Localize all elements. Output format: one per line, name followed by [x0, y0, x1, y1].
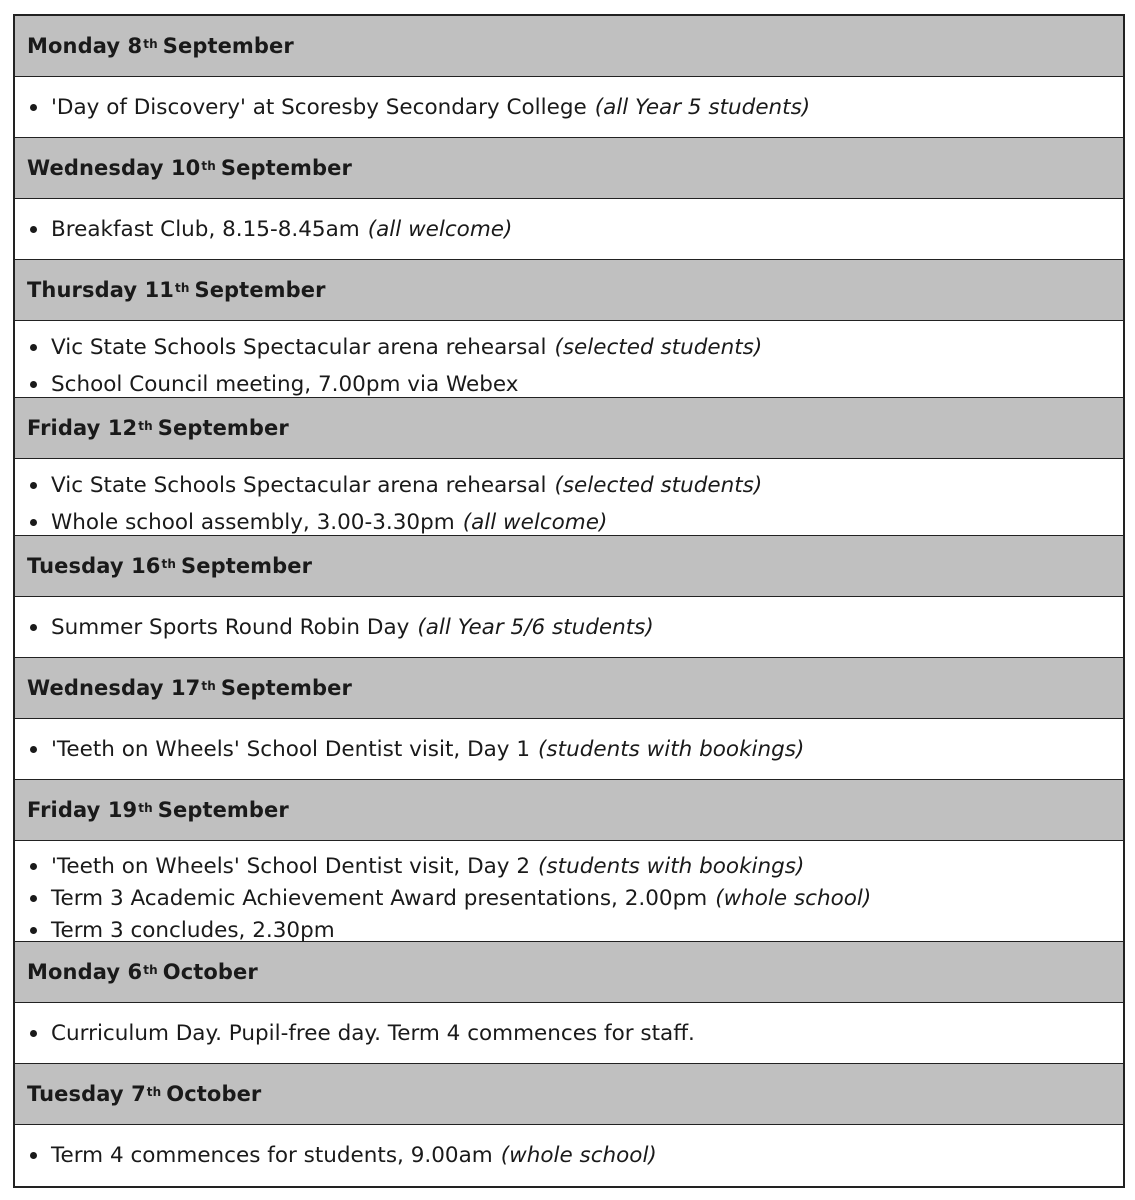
day-header: Friday 19 $^{th}$ September: [15, 780, 1123, 841]
day-header: Tuesday 16 $^{th}$ September: [15, 536, 1123, 597]
day-month: September: [157, 416, 289, 440]
day-weekday: Wednesday: [27, 676, 164, 700]
event-note: (students with bookings): [538, 853, 805, 879]
bullet-icon: [30, 746, 37, 753]
event-text: Vic State Schools Spectacular arena rehearsal: [51, 473, 547, 498]
event-text: Curriculum Day. Pupil-free day. Term 4 commences for staff.: [51, 1020, 695, 1046]
day-events: [15, 1003, 1123, 1064]
bullet-icon: [30, 1152, 37, 1159]
bullet-icon: [30, 895, 37, 902]
day-header: Friday 12 $^{th}$ September: [15, 398, 1123, 459]
day-month: September: [220, 156, 352, 180]
day-date-number: 17: [170, 676, 201, 700]
day-events: [15, 597, 1123, 658]
event-note: (selected students): [554, 335, 763, 360]
event-note: (all Year 5/6 students): [417, 614, 654, 640]
event-note: (all Year 5 students): [594, 94, 811, 120]
day-header: Monday 6 $^{th}$ October: [15, 942, 1123, 1003]
day-weekday: Thursday: [27, 278, 138, 302]
event-item: [27, 615, 654, 640]
event-item: [27, 737, 804, 762]
day-date-number: 10: [170, 156, 201, 180]
day-month: September: [220, 676, 352, 700]
day-date-number: 11: [144, 278, 174, 302]
day-month: September: [157, 798, 289, 822]
event-text: Term 4 commences for students, 9.00am: [51, 1143, 493, 1168]
day-header: Wednesday 10 $^{th}$ September: [15, 138, 1123, 199]
bullet-icon: [30, 1030, 37, 1037]
event-text: Whole school assembly, 3.00-3.30pm: [51, 510, 455, 535]
event-note: (all welcome): [367, 216, 513, 242]
event-note: (all welcome): [462, 510, 608, 535]
event-item: [27, 1143, 657, 1168]
day-date-number: 8: [127, 34, 143, 58]
event-text: 'Teeth on Wheels' School Dentist visit, Day 2: [51, 853, 531, 879]
day-events: [15, 841, 1123, 942]
bullet-icon: [30, 226, 37, 233]
event-item: [27, 217, 512, 242]
day-month: September: [162, 34, 294, 58]
day-month: October: [162, 960, 258, 984]
day-weekday: Wednesday: [27, 156, 164, 180]
event-text: School Council meeting, 7.00pm via Webex: [51, 372, 519, 397]
bullet-icon: [30, 624, 37, 631]
day-events: [15, 1125, 1123, 1186]
event-note: (selected students): [554, 473, 763, 498]
day-date-number: 6: [127, 960, 143, 984]
bullet-icon: [30, 519, 37, 526]
event-text: Vic State Schools Spectacular arena rehearsal: [51, 335, 547, 360]
day-header: Tuesday 7 $^{th}$ October: [15, 1064, 1123, 1125]
day-month: September: [181, 554, 313, 578]
day-events: [15, 459, 1123, 536]
event-note: (students with bookings): [538, 736, 805, 762]
bullet-icon: [30, 344, 37, 351]
day-month: October: [166, 1082, 262, 1106]
events-calendar: [13, 14, 1125, 1188]
day-date-number: 7: [131, 1082, 146, 1106]
event-text: Term 3 Academic Achievement Award presentations, 2.00pm: [51, 885, 708, 911]
day-date-number: 12: [107, 416, 138, 440]
event-note: (whole school): [500, 1143, 657, 1168]
event-text: Term 3 concludes, 2.30pm: [51, 917, 335, 943]
day-events: [15, 199, 1123, 260]
event-text: 'Teeth on Wheels' School Dentist visit, Day 1: [51, 736, 531, 762]
day-weekday: Monday: [27, 34, 121, 58]
event-item: [27, 882, 1123, 914]
event-text: 'Day of Discovery' at Scoresby Secondary College: [51, 94, 587, 120]
bullet-icon: [30, 104, 37, 111]
event-item: [27, 329, 1123, 366]
day-header: Wednesday 17 $^{th}$ September: [15, 658, 1123, 719]
day-events: [15, 77, 1123, 138]
bullet-icon: [30, 927, 37, 934]
day-weekday: Friday: [27, 416, 101, 440]
event-item: [27, 95, 810, 120]
day-weekday: Friday: [27, 798, 101, 822]
event-text: Breakfast Club, 8.15-8.45am: [51, 216, 360, 242]
day-date-number: 19: [107, 798, 138, 822]
bullet-icon: [30, 863, 37, 870]
day-date-number: 16: [131, 554, 161, 578]
event-item: [27, 467, 1123, 504]
event-note: (whole school): [715, 885, 872, 911]
day-header: Thursday 11 $^{th}$ September: [15, 260, 1123, 321]
bullet-icon: [30, 482, 37, 489]
day-month: September: [194, 278, 326, 302]
day-events: [15, 321, 1123, 398]
event-item: [27, 1021, 695, 1046]
day-events: [15, 719, 1123, 780]
event-item: [27, 850, 1123, 882]
day-weekday: Tuesday: [27, 554, 124, 578]
day-header: Monday 8 $^{th}$ September: [15, 16, 1123, 77]
day-weekday: Monday: [27, 960, 121, 984]
bullet-icon: [30, 381, 37, 388]
day-weekday: Tuesday: [27, 1082, 124, 1106]
event-text: Summer Sports Round Robin Day: [51, 614, 410, 640]
